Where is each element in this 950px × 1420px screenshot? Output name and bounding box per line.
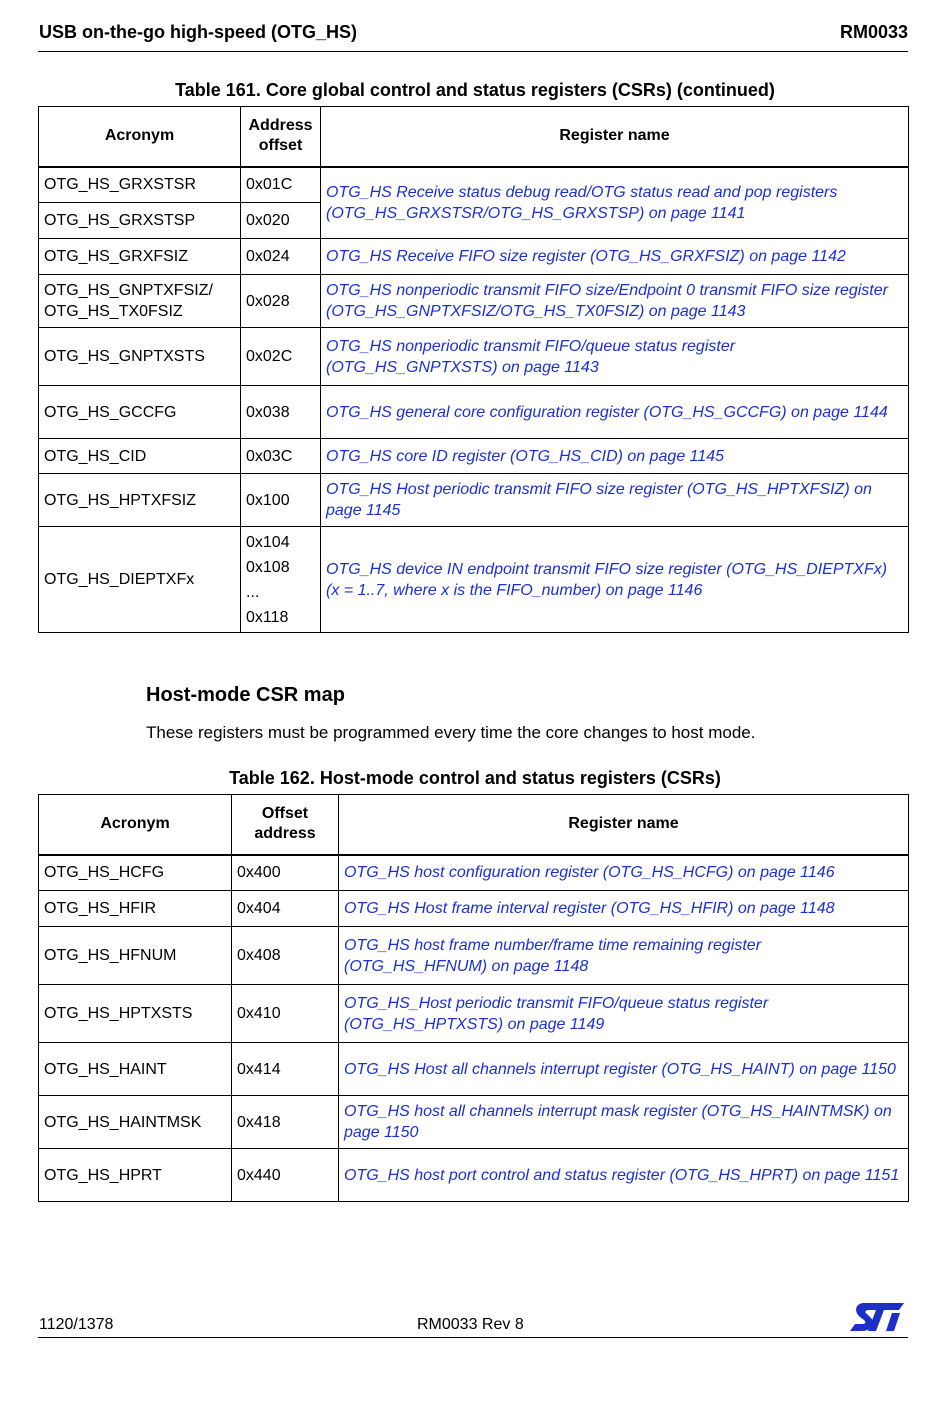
column-header-address-offset: Address offset	[241, 107, 321, 167]
offset-cell: 0x01C	[241, 167, 321, 203]
offset-cell: 0x408	[232, 927, 339, 985]
offset-cell: 0x410	[232, 985, 339, 1043]
register-link[interactable]: OTG_HS Receive status debug read/OTG status read and pop registers (OTG_HS_GRXSTSR/OTG_HS_GRXSTSP) on page 1141	[321, 167, 909, 239]
acronym-cell: OTG_HS_GCCFG	[39, 386, 241, 439]
acronym-cell: OTG_HS_HFIR	[39, 891, 232, 927]
column-header-register-name: Register name	[321, 107, 909, 167]
offset-cell: 0x440	[232, 1149, 339, 1202]
table-row	[39, 167, 909, 203]
register-link[interactable]: OTG_HS host port control and status register (OTG_HS_HPRT) on page 1151	[339, 1149, 909, 1202]
offset-cell: 0x100	[241, 474, 321, 527]
table-162	[38, 794, 909, 1202]
acronym-cell: OTG_HS_DIEPTXFx	[39, 527, 241, 633]
acronym-cell: OTG_HS_HAINTMSK	[39, 1096, 232, 1149]
st-logo-icon	[848, 1300, 906, 1334]
table-row	[39, 891, 909, 927]
offset-cell: 0x028	[241, 275, 321, 328]
acronym-cell: OTG_HS_GRXFSIZ	[39, 239, 241, 275]
register-link[interactable]: OTG_HS host all channels interrupt mask register (OTG_HS_HAINTMSK) on page 1150	[339, 1096, 909, 1149]
offset-cell: 0x418	[232, 1096, 339, 1149]
offset-value: ...	[246, 583, 260, 601]
register-link[interactable]: OTG_HS nonperiodic transmit FIFO size/Endpoint 0 transmit FIFO size register (OTG_HS_GNPTXFSIZ/OTG_HS_TX0FSIZ) on page 1143	[321, 275, 909, 328]
table-row	[39, 527, 909, 633]
offset-value: 0x118	[246, 608, 289, 626]
register-link[interactable]: OTG_HS nonperiodic transmit FIFO/queue status register (OTG_HS_GNPTXSTS) on page 1143	[321, 328, 909, 386]
register-link[interactable]: OTG_HS host configuration register (OTG_HS_HCFG) on page 1146	[339, 855, 909, 891]
footer-rule	[38, 1337, 908, 1338]
header-rule	[38, 51, 908, 52]
header-title: USB on-the-go high-speed (OTG_HS)	[39, 22, 357, 42]
column-header-acronym: Acronym	[39, 795, 232, 855]
table-row	[39, 855, 909, 891]
table-row	[39, 386, 909, 439]
acronym-cell: OTG_HS_HCFG	[39, 855, 232, 891]
register-link[interactable]: OTG_HS_Host periodic transmit FIFO/queue status register (OTG_HS_HPTXSTS) on page 1149	[339, 985, 909, 1043]
register-link[interactable]: OTG_HS Host periodic transmit FIFO size register (OTG_HS_HPTXFSIZ) on page 1145	[321, 474, 909, 527]
offset-cell: 0x020	[241, 203, 321, 239]
table-row	[39, 474, 909, 527]
register-link[interactable]: OTG_HS Host all channels interrupt register (OTG_HS_HAINT) on page 1150	[339, 1043, 909, 1096]
acronym-cell: OTG_HS_GRXSTSP	[39, 203, 241, 239]
acronym-cell: OTG_HS_HPTXFSIZ	[39, 474, 241, 527]
acronym-cell: OTG_HS_HPTXSTS	[39, 985, 232, 1043]
table-row	[39, 1149, 909, 1202]
offset-cell	[241, 527, 321, 633]
table-row	[39, 985, 909, 1043]
register-link[interactable]: OTG_HS device IN endpoint transmit FIFO size register (OTG_HS_DIEPTXFx) (x = 1..7, where x is the FIFO_number) on page 1146	[321, 527, 909, 633]
acronym-cell: OTG_HS_CID	[39, 439, 241, 474]
register-link[interactable]: OTG_HS Host frame interval register (OTG_HS_HFIR) on page 1148	[339, 891, 909, 927]
offset-cell: 0x02C	[241, 328, 321, 386]
offset-cell: 0x404	[232, 891, 339, 927]
offset-value: 0x108	[246, 558, 290, 576]
table-row	[39, 1096, 909, 1149]
section-text: These registers must be programmed every time the core changes to host mode.	[146, 723, 756, 742]
offset-cell: 0x024	[241, 239, 321, 275]
register-link[interactable]: OTG_HS general core configuration register (OTG_HS_GCCFG) on page 1144	[321, 386, 909, 439]
offset-value: 0x104	[246, 533, 290, 551]
table-row	[39, 1043, 909, 1096]
footer-page-number: 1120/1378	[39, 1316, 114, 1333]
acronym-cell: OTG_HS_GNPTXFSIZ/ OTG_HS_TX0FSIZ	[39, 275, 241, 328]
register-link[interactable]: OTG_HS host frame number/frame time remaining register (OTG_HS_HFNUM) on page 1148	[339, 927, 909, 985]
table-row	[39, 239, 909, 275]
table-161-caption: Table 161. Core global control and status registers (CSRs) (continued)	[175, 80, 775, 100]
section-title: Host-mode CSR map	[146, 684, 345, 706]
register-link[interactable]: OTG_HS Receive FIFO size register (OTG_HS_GRXFSIZ) on page 1142	[321, 239, 909, 275]
header-doc-id: RM0033	[839, 22, 908, 42]
column-header-register-name: Register name	[339, 795, 909, 855]
table-162-caption: Table 162. Host-mode control and status registers (CSRs)	[229, 768, 721, 788]
column-header-offset-address: Offset address	[232, 795, 339, 855]
offset-cell: 0x400	[232, 855, 339, 891]
table-161	[38, 106, 909, 633]
table-row	[39, 927, 909, 985]
offset-cell: 0x414	[232, 1043, 339, 1096]
footer-revision: RM0033 Rev 8	[417, 1316, 524, 1333]
acronym-cell: OTG_HS_HAINT	[39, 1043, 232, 1096]
acronym-cell: OTG_HS_HPRT	[39, 1149, 232, 1202]
column-header-acronym: Acronym	[39, 107, 241, 167]
table-row	[39, 328, 909, 386]
acronym-cell: OTG_HS_GRXSTSR	[39, 167, 241, 203]
table-row	[39, 439, 909, 474]
acronym-cell: OTG_HS_HFNUM	[39, 927, 232, 985]
acronym-cell: OTG_HS_GNPTXSTS	[39, 328, 241, 386]
register-link[interactable]: OTG_HS core ID register (OTG_HS_CID) on page 1145	[321, 439, 909, 474]
offset-cell: 0x038	[241, 386, 321, 439]
offset-cell: 0x03C	[241, 439, 321, 474]
table-row	[39, 275, 909, 328]
